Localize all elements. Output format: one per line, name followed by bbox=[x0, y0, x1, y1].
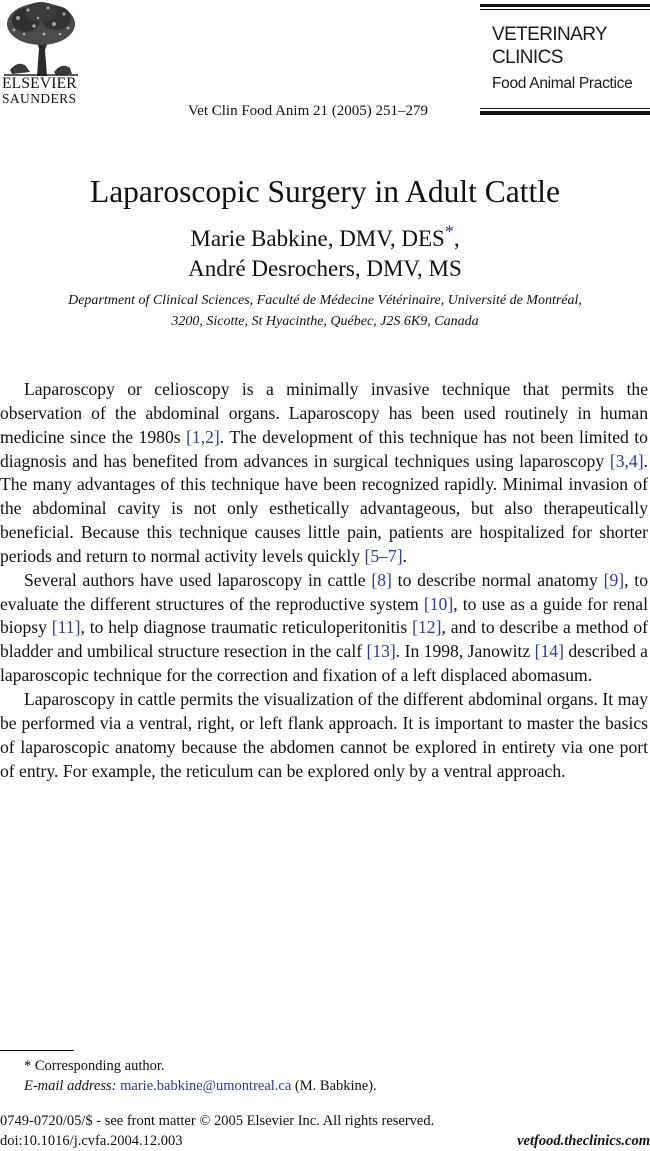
body-paragraph bbox=[0, 688, 648, 783]
email-link[interactable]: marie.babkine@umontreal.ca bbox=[120, 1078, 292, 1094]
body-text-segment: Laparoscopy in cattle permits the visualization of the different abdominal organs. It may be performed via a ventral, right, or left flank approach. It is important to master the basics of laparoscopic anatomy because the abdomen cannot be explored in entirety via one port of entry. For example, the reticulum can be explored only by a ventral approach. bbox=[0, 688, 648, 781]
publisher-logo bbox=[0, 0, 82, 110]
article-body bbox=[0, 378, 648, 783]
citation-link[interactable]: [1,2] bbox=[186, 426, 220, 447]
author-1-name: Marie Babkine, DMV, DES bbox=[190, 226, 445, 251]
journal-subtitle: Food Animal Practice bbox=[492, 75, 633, 92]
journal-rule-top-thin bbox=[480, 9, 650, 10]
elsevier-tree-icon bbox=[4, 0, 78, 76]
author-1 bbox=[0, 221, 650, 253]
citation-link[interactable]: [11] bbox=[51, 617, 81, 638]
publisher-imprint: SAUNDERS bbox=[2, 91, 77, 106]
citation-link[interactable]: [12] bbox=[412, 617, 442, 638]
citation-link[interactable]: [8] bbox=[371, 569, 392, 590]
body-text-segment: , to evaluate the different structures of the reproductive system bbox=[0, 569, 648, 614]
body-paragraph bbox=[0, 569, 648, 688]
body-text-segment: Laparoscopy or celioscopy is a minimally invasive technique that permits the observation of the abdominal organs. Laparoscopy has been used routinely in human medicine since the 1980s bbox=[0, 379, 648, 447]
journal-rule-bottom bbox=[480, 111, 650, 115]
citation-link[interactable]: [3,4] bbox=[609, 450, 644, 471]
email-owner: (M. Babkine). bbox=[294, 1078, 377, 1094]
journal-title-line1: VETERINARY bbox=[492, 24, 608, 45]
body-text-segment: to describe normal anatomy bbox=[391, 569, 604, 590]
publisher-name: ELSEVIER bbox=[2, 75, 77, 92]
journal-title-block bbox=[480, 0, 650, 120]
footnote-text: Corresponding author. bbox=[34, 1058, 165, 1074]
email-label: E-mail address: bbox=[24, 1078, 117, 1094]
doi: doi:10.1016/j.cvfa.2004.12.003 bbox=[0, 1133, 183, 1149]
citation-link[interactable]: [14] bbox=[534, 641, 564, 662]
body-text-segment: , and to describe a method of bladder and umbilical structure resection in the calf bbox=[0, 617, 648, 662]
body-text-segment: . bbox=[402, 545, 408, 566]
journal-title-line2: CLINICS bbox=[492, 47, 563, 68]
body-text-segment: Several authors have used laparoscopy in cattle bbox=[24, 569, 372, 590]
issn-copyright: 0749-0720/05/$ - see front matter © 2005 Elsevier Inc. All rights reserved. bbox=[0, 1113, 435, 1129]
journal-website: vetfood.theclinics.com bbox=[517, 1133, 650, 1149]
body-text-segment: . The development of this technique has not been limited to diagnosis and has benefited from advances in surgical techniques using laparoscopy bbox=[0, 426, 648, 471]
corresponding-author-link[interactable]: * bbox=[444, 221, 454, 242]
body-text-segment: . In 1998, Janowitz bbox=[395, 641, 535, 662]
citation-link[interactable]: [13] bbox=[366, 641, 396, 662]
journal-rule-bottom-thin bbox=[480, 108, 650, 109]
footnote-corresponding bbox=[24, 1057, 165, 1076]
citation-link[interactable]: [10] bbox=[423, 593, 454, 614]
body-text-segment: , to help diagnose traumatic reticuloperitonitis bbox=[80, 617, 413, 638]
affiliation-line-1: Department of Clinical Sciences, Faculté de Médecine Vétérinaire, Université de Montréal, bbox=[68, 293, 582, 308]
article-title: Laparoscopic Surgery in Adult Cattle bbox=[89, 174, 561, 209]
body-text-segment: , to use as a guide for renal biopsy bbox=[0, 593, 648, 638]
citation-link[interactable]: [9] bbox=[603, 569, 625, 590]
affiliation-line-2: 3200, Sicotte, St Hyacinthe, Québec, J2S 6K9, Canada bbox=[171, 314, 479, 329]
footnote-mark: * bbox=[24, 1058, 32, 1074]
citation-link[interactable]: [5–7] bbox=[364, 545, 403, 566]
body-text-segment: described a laparoscopic technique for the correction and fixation of a left displaced abomasum. bbox=[0, 641, 648, 686]
footnote-rule bbox=[0, 1050, 74, 1051]
footnote-email bbox=[24, 1077, 377, 1096]
author-2: André Desrochers, DMV, MS bbox=[188, 256, 462, 281]
journal-rule-top bbox=[480, 4, 650, 7]
journal-citation: Vet Clin Food Anim 21 (2005) 251–279 bbox=[188, 103, 429, 119]
body-paragraph bbox=[0, 378, 648, 569]
body-text-segment: . The many advantages of this technique have been recognized rapidly. Minimal invasion of the abdominal cavity is not only esthetically advantageous, but also therapeutically beneficial. Because this technique causes little pain, patients are hospitalized for shorter periods and return to normal activity levels quickly bbox=[0, 450, 648, 566]
author-1-separator: , bbox=[453, 226, 460, 251]
